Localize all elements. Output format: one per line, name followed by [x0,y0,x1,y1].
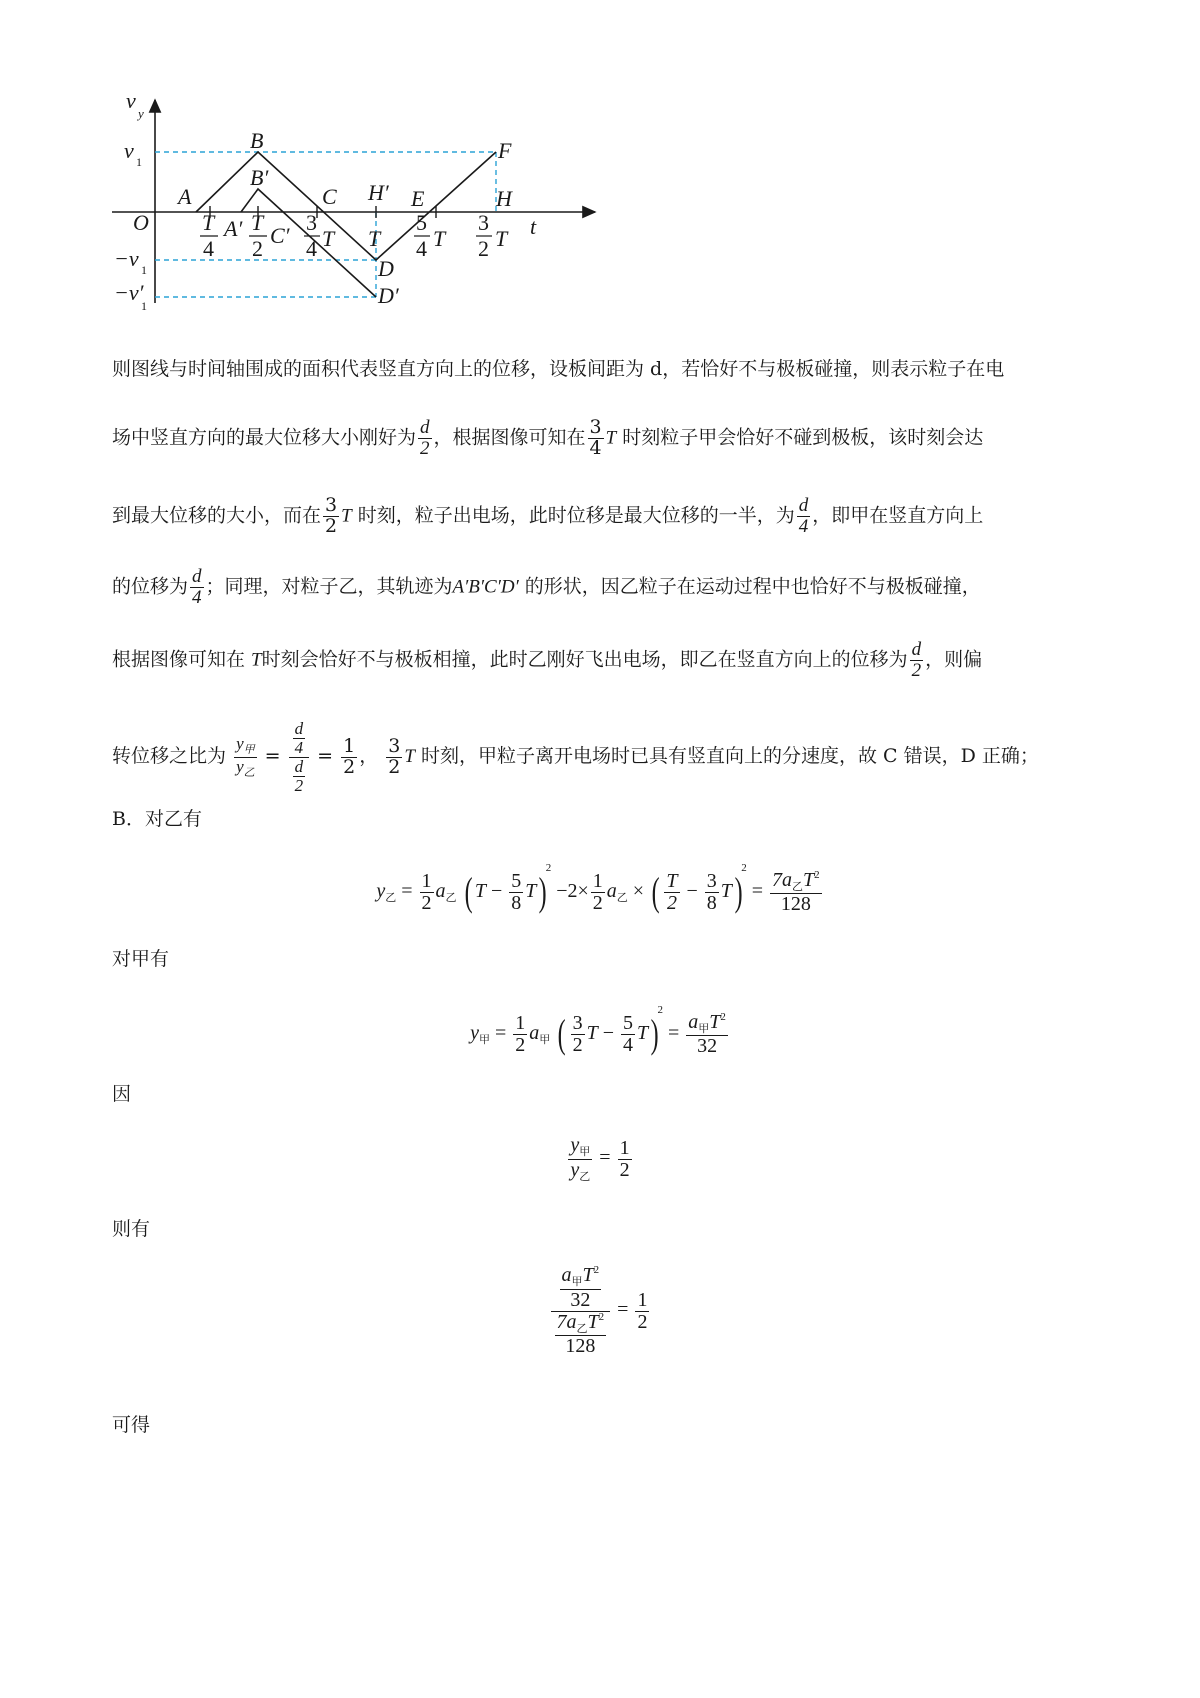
curve-jia [196,152,496,260]
equation-jia: $y_甲$ = $\frac{1}{2}$ $a_甲$ ( $\frac{3}{2}$ T − $\frac{5}{4}$ T)$^2$ = $\frac{a_甲T^2}{32}$ [470,1004,726,1058]
neg-v1-sub: 1 [141,263,147,277]
point-Ap: A′ [224,216,243,241]
point-H: H [496,186,512,211]
label-jia: 对甲有 [112,948,170,970]
tick-fq-den: 4 [416,236,427,261]
label-ze-you: 则有 [112,1218,151,1240]
equation-ratio: $\frac{y_甲}{y_乙}$ = $\frac{1}{2}$ [570,1134,630,1183]
axis-y-sub: y [138,106,144,121]
equation-combined: $\frac{\frac{a_甲T^2}{32}}{\frac{7a_乙T^2}{128}}$ = $\frac{1}{2}$ [0,1265,1200,1357]
v1-sub: 1 [136,155,142,169]
tick-T: T [368,226,381,251]
point-Dp: D′ [378,283,399,308]
label-ke-de: 可得 [112,1414,151,1436]
point-C: C [322,184,337,209]
tick-th-den: 2 [478,236,489,261]
tick-h-num: T [251,210,264,235]
velocity-time-graph [100,88,620,343]
point-Bp: B′ [250,165,269,190]
origin-label: O [133,210,149,235]
section-b-label: B．对乙有 [112,808,202,830]
label-yin: 因 [112,1083,132,1105]
tick-th-num: 3 [478,210,489,235]
tick-h-den: 2 [252,236,263,261]
tick-th-T: T [495,226,508,251]
v1-label: v [124,138,134,163]
para-line-4: 的位移为 $\frac{d}{4}$ ；同理，对粒子乙，其轨迹为A′B′C′D′ 的形状，因乙粒子在运动过程中也恰好不与极板碰撞， [112,566,981,608]
point-D: D [378,256,394,281]
tick-tq-T: T [322,226,335,251]
para-line-2: 场中竖直方向的最大位移大小刚好为 $\frac{d}{2}$ ，根据图像可知在 $\frac{3}{4}$ T 时刻粒子甲会恰好不碰到极板，该时刻会达 [112,416,984,459]
point-A: A [178,184,192,209]
tick-q-num: T [202,210,215,235]
tick-fq-num: 5 [416,210,427,235]
point-Cp: C′ [270,223,290,248]
tick-tq-num: 3 [306,210,317,235]
equation-yi: $y_乙$ = $\frac{1}{2}$ $a_乙$ ( T − $\frac{5}{8}$ T)$^2$ −2× $\frac{1}{2}$ $a_乙$ × ( $\frac{T}{2}$ − $\frac{3}{8}$ T)$^2$ = $\frac{7a_乙T^2}{128}$ [376,862,820,916]
axis-x-label: t [530,214,537,239]
para-line-3: 到最大位移的大小，而在 $\frac{3}{2}$ T 时刻，粒子出电场，此时位移是最大位移的一半，为 $\frac{d}{4}$ ，即甲在竖直方向上 [112,494,984,537]
neg-v1p-label: −v′ [114,280,144,305]
neg-v1p-sub: 1 [141,299,147,313]
para-line-5: 根据图像可知在 T时刻会恰好不与极板相撞，此时乙刚好飞出电场，即乙在竖直方向上的位移为 $\frac{d}{2}$ ，则偏 [112,639,983,681]
neg-v1-label: −v [114,246,139,271]
tick-q-den: 4 [203,236,214,261]
tick-fq-T: T [433,226,446,251]
tick-tq-den: 4 [306,236,317,261]
para-line-1: 则图线与时间轴围成的面积代表竖直方向上的位移，设板间距为 d，若恰好不与极板碰撞，则表示粒子在电 [112,358,1005,380]
point-B: B [250,128,264,153]
point-Hp: H′ [368,180,389,205]
point-F: F [498,138,512,163]
point-E: E [411,186,425,211]
para-line-6: 转位移之比为 $\frac{y_甲}{y_乙}$ = $\frac{\frac{d}{4}}{\frac{d}{2}}$ = $\frac{1}{2}$ ， $\frac{3}{2}$ T 时刻，甲粒子离开电场时已具有竖直向上的分速度，故 C 错误，D 正确； [112,719,1039,795]
axis-y-label: v [126,88,136,113]
